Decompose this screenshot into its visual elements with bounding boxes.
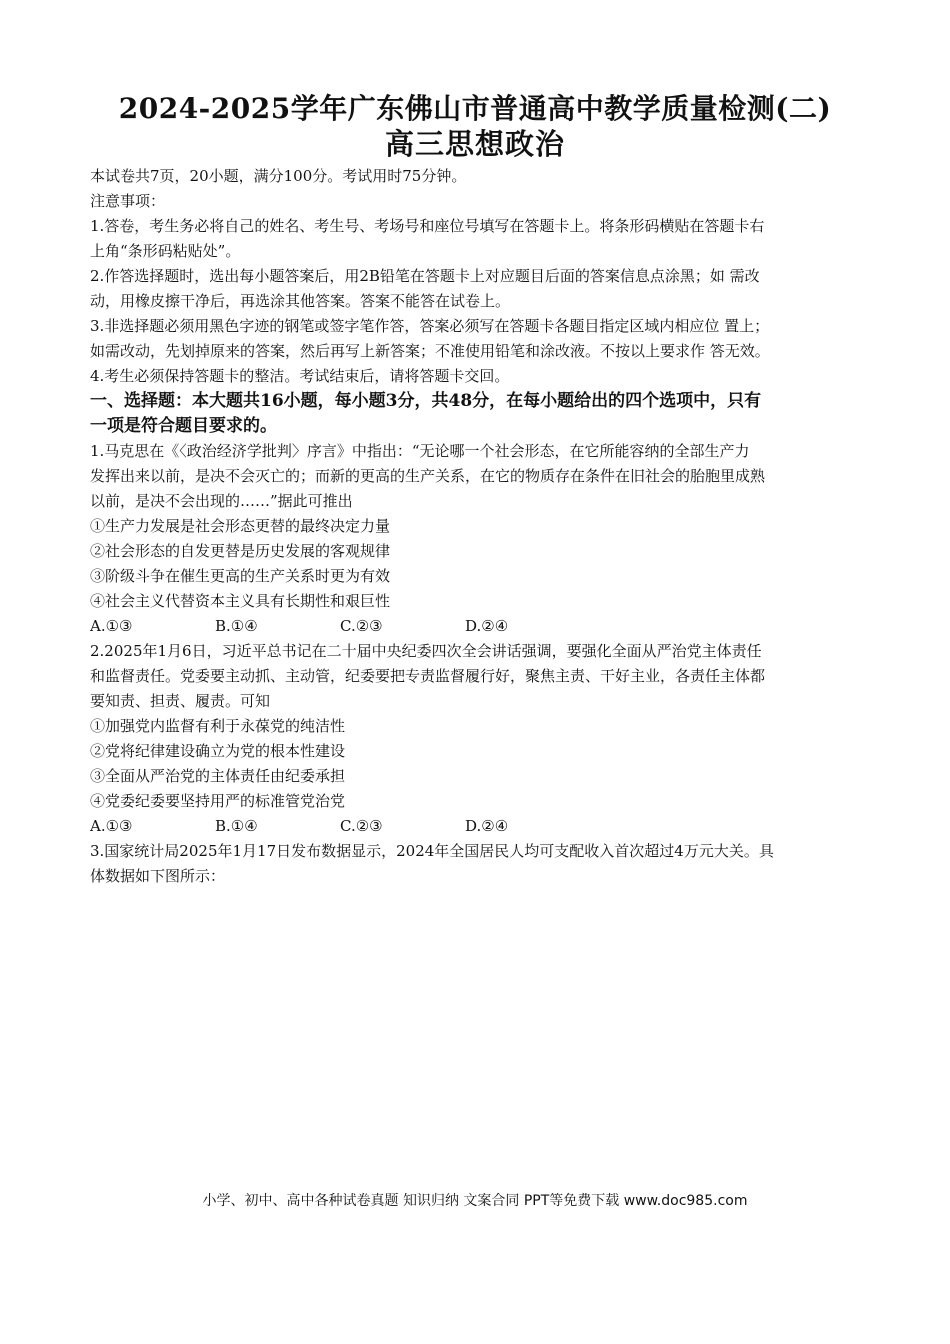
q2-statement-4: ④党委纪委要坚持用严的标准管党治党 <box>90 792 346 810</box>
q2-options <box>90 814 860 839</box>
q3-stem-cont: 体数据如下图所示： <box>90 867 226 885</box>
q1-stem: 1.马克思在《〈政治经济学批判〉序言》中指出：“无论哪一个社会形态，在它所能容纳的全部生产力 <box>90 442 750 460</box>
q1-statement-3: ③阶级斗争在催生更高的生产关系时更为有效 <box>90 567 391 585</box>
footer-promo-text: 小学、初中、高中各种试卷真题 知识归纳 文案合同 PPT等免费下载 www.doc985.com <box>202 1193 748 1209</box>
notice-item-4: 4.考生必须保持答题卡的整洁。考试结束后，请将答题卡交回。 <box>90 367 510 385</box>
q2-statement-2: ②党将纪律建设确立为党的根本性建设 <box>90 742 346 760</box>
exam-title: 2024-2025学年广东佛山市普通高中教学质量检测(二) <box>118 92 832 125</box>
notice-item-3-cont: 如需改动，先划掉原来的答案，然后再写上新答案；不准使用铅笔和涂改液。不按以上要求作 答无效。 <box>90 342 770 360</box>
notice-item-3: 3.非选择题必须用黑色字迹的钢笔或签字笔作答，答案必须写在答题卡各题目指定区域内相应位 置上； <box>90 317 770 335</box>
q1-statement-2: ②社会形态的自发更替是历史发展的客观规律 <box>90 542 391 560</box>
notice-item-1-cont: 上角“条形码粘贴处”。 <box>90 242 241 260</box>
exam-body <box>90 164 860 889</box>
q2-option-b: B.①④ <box>215 817 258 835</box>
q1-statement-4: ④社会主义代替资本主义具有长期性和艰巨性 <box>90 592 391 610</box>
notice-item-2-cont: 动，用橡皮擦干净后，再选涂其他答案。答案不能答在试卷上。 <box>90 292 511 310</box>
q2-option-c: C.②③ <box>340 817 383 835</box>
notice-heading: 注意事项： <box>90 192 166 210</box>
q1-stem-cont: 发挥出来以前，是决不会灭亡的；而新的更高的生产关系，在它的物质存在条件在旧社会的胎胞里成熟 <box>90 467 766 485</box>
q1-option-a: A.①③ <box>90 617 133 635</box>
q2-option-d: D.②④ <box>465 817 509 835</box>
q1-option-d: D.②④ <box>465 617 509 635</box>
q1-option-c: C.②③ <box>340 617 383 635</box>
q2-statement-3: ③全面从严治党的主体责任由纪委承担 <box>90 767 346 785</box>
q1-stem-cont: 以前，是决不会出现的……”据此可推出 <box>90 492 353 510</box>
q1-options <box>90 614 860 639</box>
q1-option-b: B.①④ <box>215 617 258 635</box>
q2-stem-cont: 和监督责任。党委要主动抓、主动管，纪委要把专责监督履行好，聚焦主责、干好主业，各责任主体都 <box>90 667 766 685</box>
exam-intro: 本试卷共7页，20小题，满分100分。考试用时75分钟。 <box>90 167 467 185</box>
q2-stem-cont: 要知责、担责、履责。可知 <box>90 692 271 710</box>
exam-subject: 高三思想政治 <box>384 127 565 161</box>
q1-statement-1: ①生产力发展是社会形态更替的最终决定力量 <box>90 517 391 535</box>
notice-item-2: 2.作答选择题时，选出每小题答案后，用2B铅笔在答题卡上对应题目后面的答案信息点涂黑；如 需改 <box>90 267 760 285</box>
notice-item-1: 1.答卷，考生务必将自己的姓名、考生号、考场号和座位号填写在答题卡上。将条形码横贴在答题卡右 <box>90 217 765 235</box>
q2-option-a: A.①③ <box>90 817 133 835</box>
q2-stem: 2.2025年1月6日，习近平总书记在二十届中央纪委四次全会讲话强调，要强化全面从严治党主体责任 <box>90 642 762 660</box>
q3-stem: 3.国家统计局2025年1月17日发布数据显示，2024年全国居民人均可支配收入首次超过4万元大关。具 <box>90 842 774 860</box>
q2-statement-1: ①加强党内监督有利于永葆党的纯洁性 <box>90 717 346 735</box>
section-heading: 一、选择题：本大题共16小题，每小题3分，共48分，在每小题给出的四个选项中，只有 <box>90 391 762 411</box>
section-heading-cont: 一项是符合题目要求的。 <box>90 416 277 436</box>
